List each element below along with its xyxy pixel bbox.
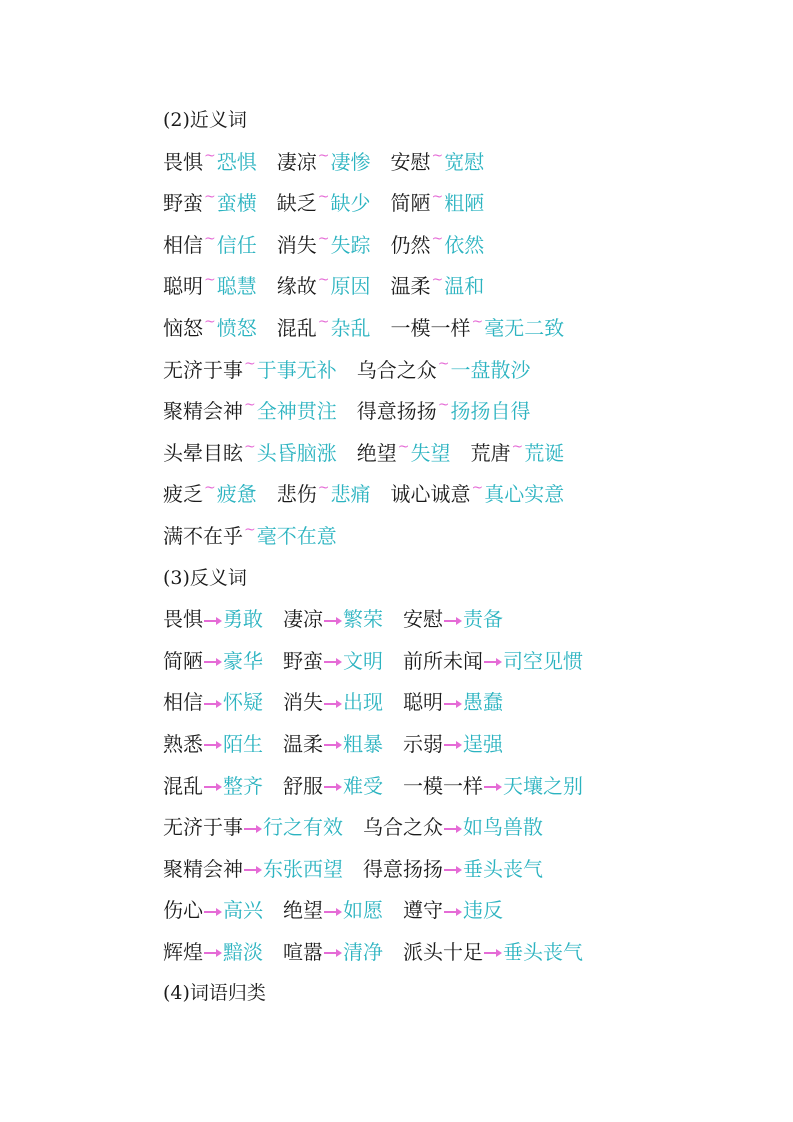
synonym-pair: [163, 391, 337, 436]
arrow-connector-icon: [444, 865, 462, 875]
tilde-connector-icon: ~: [204, 480, 216, 497]
antonym-pair: [163, 849, 343, 891]
antonym-pair: [163, 932, 263, 974]
synonym-pair: [163, 350, 337, 395]
source-word: 混乱: [163, 773, 203, 798]
source-word: 满不在乎: [163, 523, 243, 548]
tilde-connector-icon: ~: [431, 272, 444, 289]
antonym-pair: [283, 890, 383, 932]
antonym-pair: [163, 682, 263, 724]
source-word: 得意扬扬: [356, 399, 437, 424]
source-word: 恼怒: [163, 315, 203, 340]
arrow-connector-icon: [204, 657, 222, 667]
arrow-connector-icon: [324, 907, 342, 917]
synonym-pair: [470, 433, 564, 478]
source-word: 无济于事: [163, 357, 243, 382]
answer-word: 杂乱: [330, 315, 371, 340]
source-word: 疲乏: [163, 482, 203, 507]
answer-word: 责备: [463, 607, 503, 632]
tilde-connector-icon: ~: [244, 355, 256, 372]
arrow-connector-icon: [444, 824, 462, 834]
answer-word: 头昏脑涨: [256, 440, 337, 465]
tilde-connector-icon: ~: [244, 521, 256, 538]
answer-word: 垂头丧气: [503, 939, 583, 964]
answer-word: 缺少: [330, 191, 371, 216]
antonym-row: [163, 641, 763, 683]
source-word: 缘故: [276, 274, 317, 299]
arrow-connector-icon: [324, 948, 342, 958]
answer-word: 整齐: [223, 773, 263, 798]
arrow-connector-icon: [204, 782, 222, 792]
source-word: 一模一样: [403, 773, 483, 798]
synonym-row: [163, 474, 763, 516]
source-word: 凄凉: [283, 607, 323, 632]
source-word: 聪明: [163, 274, 203, 299]
answer-word: 怀疑: [223, 690, 263, 715]
answer-word: 失踪: [330, 232, 371, 257]
tilde-connector-icon: ~: [431, 189, 444, 206]
antonym-pair: [163, 599, 263, 641]
document-page: [163, 100, 763, 1015]
answer-word: 繁荣: [343, 607, 383, 632]
source-word: 仍然: [390, 232, 431, 257]
source-word: 混乱: [276, 315, 317, 340]
source-word: 聚精会神: [163, 399, 243, 424]
synonym-row: [163, 142, 763, 184]
source-word: 缺乏: [276, 191, 317, 216]
synonym-row: [163, 516, 763, 558]
tilde-connector-icon: ~: [397, 438, 410, 455]
synonym-row: [163, 433, 763, 475]
answer-word: 毫无二致: [484, 315, 565, 340]
arrow-connector-icon: [324, 616, 342, 626]
source-word: 辉煌: [163, 939, 203, 964]
answer-word: 出现: [343, 690, 383, 715]
answer-word: 天壤之别: [503, 773, 583, 798]
tilde-connector-icon: ~: [431, 147, 444, 164]
arrow-connector-icon: [204, 616, 222, 626]
source-word: 喧嚣: [283, 939, 323, 964]
synonym-pair: [390, 183, 484, 228]
tilde-connector-icon: ~: [471, 480, 484, 497]
source-word: 野蛮: [283, 648, 323, 673]
answer-word: 垂头丧气: [463, 856, 543, 881]
answer-word: 愤怒: [216, 315, 257, 340]
arrow-connector-icon: [444, 699, 462, 709]
answer-word: 难受: [343, 773, 383, 798]
antonym-pair: [363, 807, 543, 849]
answer-word: 于事无补: [256, 357, 337, 382]
antonym-pair: [403, 932, 583, 974]
antonym-pair: [403, 890, 503, 932]
answer-word: 扬扬自得: [450, 399, 531, 424]
answer-word: 粗暴: [343, 731, 383, 756]
source-word: 头晕目眩: [163, 440, 243, 465]
source-word: 前所未闻: [403, 648, 483, 673]
synonym-pair: [390, 266, 484, 311]
answer-word: 一盘散沙: [450, 357, 531, 382]
tilde-connector-icon: ~: [437, 397, 450, 414]
antonym-pair: [403, 682, 503, 724]
answer-word: 高兴: [223, 898, 263, 923]
tilde-connector-icon: ~: [204, 147, 216, 164]
antonym-row: [163, 890, 763, 932]
arrow-connector-icon: [324, 657, 342, 667]
section-heading: (3)反义词: [163, 566, 247, 589]
answer-word: 陌生: [223, 731, 263, 756]
source-word: 荒唐: [470, 440, 511, 465]
antonym-row: [163, 599, 763, 641]
tilde-connector-icon: ~: [244, 397, 256, 414]
antonym-pair: [283, 932, 383, 974]
source-word: 消失: [283, 690, 323, 715]
antonym-pair: [283, 682, 383, 724]
arrow-connector-icon: [324, 740, 342, 750]
source-word: 绝望: [283, 898, 323, 923]
synonym-pair: [277, 266, 371, 311]
source-word: 绝望: [356, 440, 397, 465]
synonym-pair: [163, 433, 337, 478]
source-word: 乌合之众: [356, 357, 437, 382]
tilde-connector-icon: ~: [244, 438, 256, 455]
synonym-pair: [277, 183, 371, 228]
answer-word: 荒诞: [524, 440, 565, 465]
tilde-connector-icon: ~: [437, 355, 450, 372]
antonym-row: [163, 849, 763, 891]
source-word: 畏惧: [163, 607, 203, 632]
synonym-row: [163, 225, 763, 267]
arrow-connector-icon: [204, 907, 222, 917]
antonym-pair: [163, 724, 263, 766]
source-word: 舒服: [283, 773, 323, 798]
antonym-pair: [163, 807, 343, 849]
arrow-connector-icon: [484, 657, 502, 667]
tilde-connector-icon: ~: [317, 147, 330, 164]
source-word: 一模一样: [390, 315, 471, 340]
synonym-row: [163, 266, 763, 308]
answer-word: 文明: [343, 648, 383, 673]
source-word: 派头十足: [403, 939, 483, 964]
source-word: 示弱: [403, 731, 443, 756]
antonym-pair: [283, 724, 383, 766]
antonym-row: [163, 766, 763, 808]
synonym-pair: [277, 308, 371, 353]
answer-word: 违反: [463, 898, 503, 923]
tilde-connector-icon: ~: [204, 230, 216, 247]
antonym-pair: [283, 599, 383, 641]
synonym-pair: [357, 391, 531, 436]
answer-word: 如鸟兽散: [463, 815, 543, 840]
source-word: 聪明: [403, 690, 443, 715]
tilde-connector-icon: ~: [431, 230, 444, 247]
antonym-row: [163, 807, 763, 849]
synonym-pair: [277, 142, 371, 187]
source-word: 凄凉: [276, 149, 317, 174]
synonym-row: [163, 350, 763, 392]
answer-word: 清净: [343, 939, 383, 964]
synonym-pair: [390, 474, 564, 519]
arrow-connector-icon: [324, 699, 342, 709]
synonym-pair: [163, 225, 257, 270]
source-word: 简陋: [390, 191, 431, 216]
tilde-connector-icon: ~: [204, 272, 216, 289]
answer-word: 蛮横: [216, 191, 257, 216]
source-word: 无济于事: [163, 815, 243, 840]
antonym-row: [163, 932, 763, 974]
antonym-pair: [163, 641, 263, 683]
arrow-connector-icon: [444, 907, 462, 917]
source-word: 畏惧: [163, 149, 203, 174]
synonym-pair: [277, 225, 371, 270]
answer-word: 失望: [410, 440, 451, 465]
synonym-pair: [163, 516, 337, 561]
arrow-connector-icon: [204, 699, 222, 709]
source-word: 伤心: [163, 898, 203, 923]
arrow-connector-icon: [244, 865, 262, 875]
source-word: 野蛮: [163, 191, 203, 216]
source-word: 悲伤: [276, 482, 317, 507]
antonym-pair: [403, 641, 583, 683]
tilde-connector-icon: ~: [317, 313, 330, 330]
tilde-connector-icon: ~: [204, 313, 216, 330]
answer-word: 悲痛: [330, 482, 371, 507]
antonym-pair: [363, 849, 543, 891]
tilde-connector-icon: ~: [317, 230, 330, 247]
antonym-row: [163, 724, 763, 766]
arrow-connector-icon: [484, 782, 502, 792]
tilde-connector-icon: ~: [204, 189, 216, 206]
synonym-pair: [390, 142, 484, 187]
answer-word: 疲惫: [216, 482, 257, 507]
answer-word: 宽慰: [444, 149, 485, 174]
antonym-row: [163, 682, 763, 724]
section-heading: (4)词语归类: [163, 982, 266, 1005]
source-word: 相信: [163, 690, 203, 715]
synonym-pair: [357, 433, 451, 478]
answer-word: 真心实意: [484, 482, 565, 507]
section-heading: (2)近义词: [163, 109, 247, 131]
antonym-pair: [163, 890, 263, 932]
tilde-connector-icon: ~: [317, 272, 330, 289]
answer-word: 依然: [444, 232, 485, 257]
answer-word: 温和: [444, 274, 485, 299]
synonym-pair: [163, 266, 257, 311]
antonym-pair: [403, 766, 583, 808]
synonym-row: [163, 183, 763, 225]
arrow-connector-icon: [444, 616, 462, 626]
synonym-pair: [163, 142, 257, 187]
answer-word: 勇敢: [223, 607, 263, 632]
source-word: 相信: [163, 232, 203, 257]
source-word: 遵守: [403, 898, 443, 923]
tilde-connector-icon: ~: [317, 480, 330, 497]
arrow-connector-icon: [484, 948, 502, 958]
source-word: 安慰: [390, 149, 431, 174]
source-word: 安慰: [403, 607, 443, 632]
arrow-connector-icon: [204, 740, 222, 750]
answer-word: 如愿: [343, 898, 383, 923]
answer-word: 原因: [330, 274, 371, 299]
source-word: 消失: [276, 232, 317, 257]
source-word: 温柔: [390, 274, 431, 299]
answer-word: 司空见惯: [503, 648, 583, 673]
answer-word: 凄惨: [330, 149, 371, 174]
tilde-connector-icon: ~: [471, 313, 484, 330]
answer-word: 全神贯注: [256, 399, 337, 424]
synonym-pair: [357, 350, 531, 395]
source-word: 得意扬扬: [363, 856, 443, 881]
synonym-row: [163, 308, 763, 350]
tilde-connector-icon: ~: [511, 438, 524, 455]
synonym-row: [163, 391, 763, 433]
answer-word: 东张西望: [263, 856, 343, 881]
source-word: 熟悉: [163, 731, 203, 756]
antonym-pair: [403, 599, 503, 641]
antonym-pair: [163, 766, 263, 808]
arrow-connector-icon: [244, 824, 262, 834]
answer-word: 信任: [216, 232, 257, 257]
antonym-pair: [403, 724, 503, 766]
tilde-connector-icon: ~: [317, 189, 330, 206]
source-word: 诚心诚意: [390, 482, 471, 507]
answer-word: 恐惧: [216, 149, 257, 174]
synonym-pair: [163, 183, 257, 228]
source-word: 乌合之众: [363, 815, 443, 840]
answer-word: 逞强: [463, 731, 503, 756]
answer-word: 行之有效: [263, 815, 343, 840]
arrow-connector-icon: [444, 740, 462, 750]
synonym-pair: [163, 474, 257, 519]
arrow-connector-icon: [204, 948, 222, 958]
answer-word: 黯淡: [223, 939, 263, 964]
source-word: 聚精会神: [163, 856, 243, 881]
answer-word: 聪慧: [216, 274, 257, 299]
synonym-pair: [163, 308, 257, 353]
synonym-pair: [277, 474, 371, 519]
synonym-pair: [390, 308, 564, 353]
answer-word: 愚蠢: [463, 690, 503, 715]
arrow-connector-icon: [324, 782, 342, 792]
source-word: 温柔: [283, 731, 323, 756]
answer-word: 粗陋: [444, 191, 485, 216]
antonym-pair: [283, 641, 383, 683]
synonym-pair: [390, 225, 484, 270]
answer-word: 豪华: [223, 648, 263, 673]
source-word: 简陋: [163, 648, 203, 673]
antonym-pair: [283, 766, 383, 808]
answer-word: 毫不在意: [256, 523, 337, 548]
